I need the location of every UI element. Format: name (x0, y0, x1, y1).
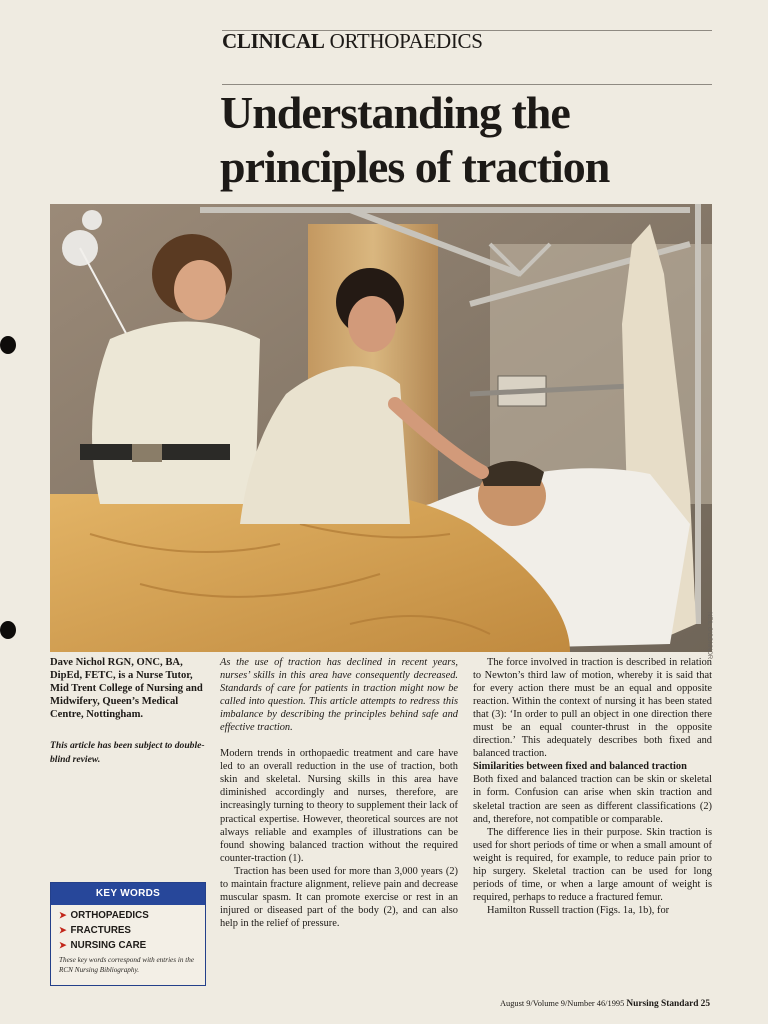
author-column (50, 656, 210, 766)
arrow-icon: ➤ (59, 925, 67, 936)
article-paragraph: Hamilton Russell traction (Figs. 1a, 1b), for (487, 904, 670, 916)
key-word-label: ORTHOPAEDICS (70, 910, 149, 921)
article-standfirst: As the use of traction has declined in recent years, nurses’ skills in this area have consequently decreased. Standards of care for patients in traction might now be called into question. This article attempts to redress this imbalance by describing the principles behind safe and effective traction. (220, 657, 458, 734)
article-paragraph: Modern trends in orthopaedic treatment and care have led to an overall reduction in the use of traction, both skin and skeletal. Nursing skills in this area have diminished accordingly and nurses, therefore, are increasingly turning to theory to supplement their lack of practical expertise. However, theoretical sources are not always reliable and examples of illustrations can be found showing balanced traction without the required counter-traction (1). (220, 748, 458, 864)
author-bio: Dave Nichol RGN, ONC, BA, DipEd, FETC, is a Nurse Tutor, Mid Trent College of Nursing and Midwifery, Queen’s Medical Centre, Nottingham. (50, 657, 203, 721)
article-photo (50, 204, 712, 652)
section-heading-strong: CLINICAL (222, 29, 325, 53)
article-paragraph: Traction has been used for more than 3,000 years (2) to maintain fracture alignment, relieve pain and decrease muscular spasm. It can promote exercise or rest in an injured or diseased part of the body (2), and can also help in the relief of pressure. (220, 865, 458, 929)
page-footer (500, 999, 710, 1009)
key-word-label: FRACTURES (70, 925, 131, 937)
key-word-label: NURSING CARE (70, 940, 147, 952)
article-paragraph: The force involved in traction is described in relation to Newton’s third law of motion, whereby it is said that for every action there must be an equal and opposite reaction. Within the context of nursing it has been stated that (3): ‘In order to pull an object in one direction there must be an equal counter-thrust in the opposite direction.’ This adequately describes both fixed and balanced traction. (473, 657, 712, 760)
page-number: 25 (700, 999, 710, 1009)
article-paragraph: The difference lies in their purpose. Skin traction is used for short periods of time or when a small amount of weight is required, for example, to reduce pain prior to hip surgery. Skeletal traction can be used for long periods of time, or when a large amount of weight is required, perhaps to reduce a fractured femur. (473, 826, 712, 903)
key-word-item (59, 938, 205, 953)
title-rule (222, 84, 712, 85)
key-words-list (51, 908, 205, 954)
journal-name: Nursing Standard (626, 999, 699, 1009)
section-heading (222, 29, 483, 54)
article-subheading: Similarities between fixed and balanced traction (473, 761, 687, 773)
photo-credit: NEIL O'CONNOR (706, 612, 712, 660)
article-column-right (473, 656, 712, 917)
article-title (220, 86, 740, 194)
arrow-icon: ➤ (59, 940, 67, 951)
key-words-box (50, 882, 206, 986)
title-line-1: Understanding the (220, 87, 570, 138)
article-paragraph: Both fixed and balanced traction can be skin or skeletal in form. Confusion can arise when skin traction and skeletal traction are seen as different classifications (2) and, therefore, not compatible or comparable. (473, 774, 712, 825)
article-column-middle (220, 656, 458, 930)
key-words-note: These key words correspond with entries in the RCN Nursing Bibliography. (59, 955, 195, 974)
section-heading-rest: ORTHOPAEDICS (329, 29, 483, 53)
ward-photo-illustration (50, 204, 712, 652)
key-word-item (59, 923, 205, 938)
key-words-heading: KEY WORDS (51, 883, 205, 905)
punch-hole-top (0, 336, 16, 354)
key-word-item (59, 908, 205, 923)
punch-hole-bottom (0, 621, 16, 639)
title-line-2: principles of traction (220, 141, 610, 192)
review-note: This article has been subject to double-blind review. (50, 740, 205, 765)
arrow-icon: ➤ (59, 910, 67, 920)
issue-info: August 9/Volume 9/Number 46/1995 (499, 999, 625, 1008)
